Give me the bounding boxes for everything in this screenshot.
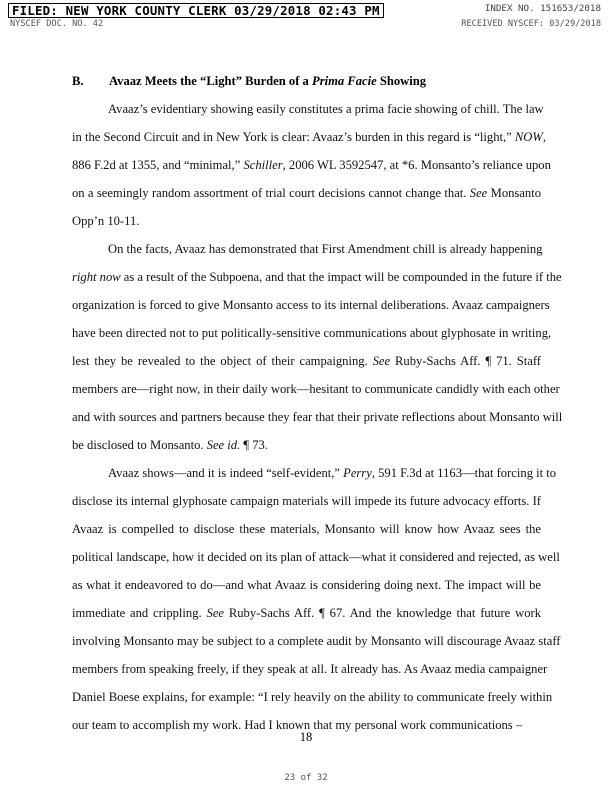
- section-title-post: Showing: [376, 74, 427, 88]
- text-run: Ruby-Sachs Aff. ¶ 67. And the knowledge that future work: [224, 606, 541, 620]
- text-line: [72, 683, 553, 711]
- paragraph: [72, 235, 563, 459]
- text-run: be disclosed to Monsanto.: [72, 438, 207, 452]
- index-number: INDEX NO. 151653/2018: [484, 3, 601, 14]
- text-line: [72, 459, 557, 487]
- text-run: involving Monsanto may be subject to a complete audit by Monsanto will discourage Avaaz staff: [72, 634, 561, 648]
- text-run: have been directed not to put politically-sensitive communications about glyphosate in writing,: [72, 326, 552, 340]
- text-line: [72, 179, 541, 207]
- text-run: in the Second Circuit and in New York is clear: Avaaz’s burden in this regard is “light,”: [72, 130, 515, 144]
- section-heading: [72, 67, 541, 95]
- text-line: [72, 151, 551, 179]
- document-body: [72, 67, 563, 739]
- text-run: Avaaz is compelled to disclose these materials, Monsanto will know how Avaaz sees the: [72, 522, 541, 536]
- text-run: , 2006 WL 3592547, at *6. Monsanto’s reliance upon: [282, 158, 551, 172]
- paragraphs: [72, 95, 563, 739]
- text-run: Daniel Boese explains, for example: “I rely heavily on the ability to communicate freely within: [72, 690, 553, 704]
- text-line: [72, 347, 541, 375]
- text-line: [72, 655, 548, 683]
- text-run: disclose its internal glyphosate campaign materials will impede its future advocacy efforts. If: [72, 494, 541, 508]
- text-run: 886 F.2d at 1355, and “minimal,”: [72, 158, 244, 172]
- italic-text: Perry: [343, 466, 372, 480]
- text-run: our team to accomplish my work. Had I known that my personal work communications –: [72, 718, 523, 732]
- text-line: [72, 571, 541, 599]
- text-run: Avaaz’s evidentiary showing easily constitutes a prima facie showing of chill. The law: [108, 102, 544, 116]
- italic-text: See: [372, 354, 391, 368]
- text-line: [72, 627, 561, 655]
- italic-text: See id.: [206, 438, 241, 452]
- text-line: [72, 319, 552, 347]
- section-title-italic: Prima Facie: [312, 74, 377, 88]
- nyscef-doc-number: NYSCEF DOC. NO. 42: [10, 19, 104, 29]
- text-line: [72, 599, 541, 627]
- page-number: 18: [299, 730, 313, 744]
- text-line: [72, 291, 550, 319]
- text-run: Monsanto: [487, 186, 541, 200]
- text-line: [72, 403, 563, 431]
- page-of-total: 23 of 32: [284, 773, 328, 783]
- italic-text: Schiller: [243, 158, 283, 172]
- text-run: and with sources and partners because they fear that their private reflections about Monsanto will: [72, 410, 563, 424]
- text-line: [72, 123, 547, 151]
- text-line: [72, 207, 541, 235]
- text-run: on a seemingly random assortment of trial court decisions cannot change that.: [72, 186, 470, 200]
- text-run: Ruby-Sachs Aff. ¶ 71. Staff: [390, 354, 541, 368]
- text-run: immediate and crippling.: [72, 606, 207, 620]
- italic-text: See: [206, 606, 224, 620]
- italic-text: See: [469, 186, 488, 200]
- text-run: as a result of the Subpoena, and that the impact will be compounded in the future if the: [120, 270, 562, 284]
- text-line: [72, 375, 560, 403]
- text-line: [72, 95, 544, 123]
- paragraph: [72, 95, 551, 235]
- text-line: [72, 263, 562, 291]
- text-line: [72, 543, 560, 571]
- text-line: [72, 431, 541, 459]
- paragraph: [72, 459, 561, 739]
- text-run: as what it endeavored to do—and what Avaaz is considering doing next. The impact will be: [72, 578, 541, 592]
- italic-text: NOW: [514, 130, 543, 144]
- text-run: members from speaking freely, if they speak at all. It already has. As Avaaz media campaigner: [72, 662, 548, 676]
- text-run: lest they be revealed to the object of their campaigning.: [72, 354, 373, 368]
- text-line: [72, 515, 541, 543]
- text-run: political landscape, how it decided on its plan of attack—what it considered and rejected, as well: [72, 550, 560, 564]
- text-run: Avaaz shows—and it is indeed “self-evident,”: [108, 466, 344, 480]
- section-title-pre: Avaaz Meets the “Light” Burden of a: [109, 74, 312, 88]
- italic-text: right now: [72, 270, 121, 284]
- section-letter: B.: [72, 74, 84, 88]
- filed-stamp: FILED: NEW YORK COUNTY CLERK 03/29/2018 02:43 PM: [8, 3, 384, 18]
- received-date: RECEIVED NYSCEF: 03/29/2018: [461, 19, 601, 29]
- text-line: [72, 487, 541, 515]
- text-run: On the facts, Avaaz has demonstrated that First Amendment chill is already happening: [108, 242, 543, 256]
- text-run: ¶ 73.: [240, 438, 268, 452]
- text-run: Opp’n 10-11.: [72, 214, 140, 228]
- text-run: members are—right now, in their daily work—hesitant to communicate candidly with each other: [72, 382, 560, 396]
- text-run: , 591 F.3d at 1163—that forcing it to: [371, 466, 557, 480]
- text-line: [72, 235, 541, 263]
- text-run: ,: [542, 130, 547, 144]
- text-run: organization is forced to give Monsanto access to its internal deliberations. Avaaz campaigners: [72, 298, 550, 312]
